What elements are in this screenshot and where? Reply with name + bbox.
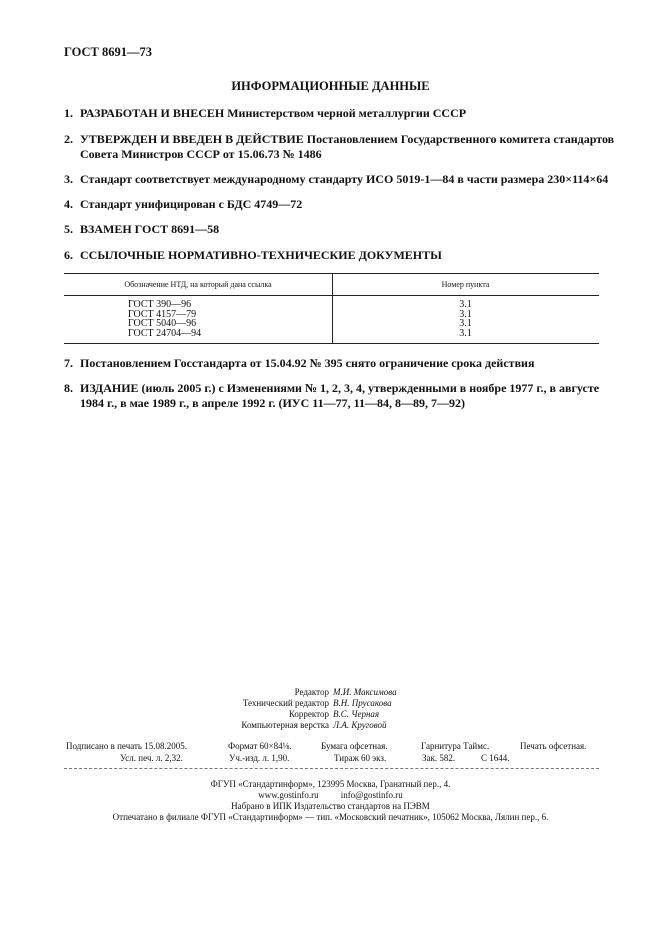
item-text: (июль 2005 г.) с Изменениями № 1, 2, 3, 4, утвержденными в ноябре 1977 г., в августе 1984 г., в мае 1989 г., в апреле 1992 г. (ИУС 11—77, 11—84, 8—89, 7—92) — [80, 381, 600, 410]
spec-c: С 1644. — [481, 753, 510, 763]
spec-signed: Подписано в печать 15.08.2005. — [66, 741, 188, 751]
credit-name: В.Н. Прусакова — [333, 698, 392, 708]
publisher-contacts — [0, 790, 661, 801]
credit-name: Л.А. Круговой — [333, 720, 387, 730]
spec-edsheets: Уч.-изд. л. 1,90. — [229, 753, 290, 763]
editorial-credits — [0, 687, 661, 731]
table-cell-clause: 3.1 — [459, 299, 472, 310]
table-cell-clause: 3.1 — [459, 308, 472, 320]
info-item-6 — [64, 248, 624, 263]
table-cell-document: ГОСТ 5040—96 — [128, 318, 197, 329]
separator-rule — [64, 768, 599, 769]
item-lead: ИЗДАНИЕ — [80, 381, 139, 395]
credit-name: М.И. Максимова — [333, 687, 397, 697]
spec-run: Тираж 60 экз. — [334, 753, 387, 763]
table-cell-document: ГОСТ 4157—79 — [128, 308, 197, 320]
item-lead: ВЗАМЕН ГОСТ 8691—58 — [80, 222, 220, 236]
credit-row — [0, 720, 661, 731]
table-column-clauses — [332, 300, 661, 338]
info-item-8 — [64, 381, 624, 411]
credit-role: Компьютерная верстка — [241, 720, 329, 730]
credit-name: В.С. Черная — [333, 709, 380, 719]
info-item-4 — [64, 197, 624, 212]
table-cell-clause: 3.1 — [459, 327, 472, 339]
item-lead: УТВЕРЖДЕН И ВВЕДЕН В ДЕЙСТВИЕ — [80, 132, 304, 146]
item-number: 1. — [64, 106, 73, 120]
table-column-documents — [128, 300, 201, 338]
table-header-clause: Номер пункта — [441, 280, 490, 289]
item-lead: РАЗРАБОТАН И ВНЕСЕН — [80, 106, 225, 120]
spec-order: Зак. 582. — [422, 753, 456, 763]
publisher-info — [0, 779, 661, 823]
typeset-note: Набрано в ИПК Издательство стандартов на ПЭВМ — [231, 801, 430, 811]
spec-format: Формат 60×84⅛. — [228, 741, 292, 751]
page-title: ИНФОРМАЦИОННЫЕ ДАННЫЕ — [231, 79, 430, 93]
standard-code: ГОСТ 8691—73 — [64, 45, 153, 59]
publisher-site-link[interactable]: www.gostinfo.ru — [258, 790, 319, 800]
info-item-2 — [64, 132, 624, 162]
credit-role: Технический редактор — [242, 698, 329, 708]
credit-row — [0, 709, 661, 720]
info-item-7 — [64, 356, 624, 371]
item-text: Постановлением Государственного комитета стандартов Совета Министров СССР от 15.06.73 № 1486 — [80, 132, 615, 161]
table-bottom-rule — [64, 343, 599, 344]
item-number: 4. — [64, 197, 73, 211]
table-cell-clause: 3.1 — [459, 318, 472, 329]
publisher-address: ФГУП «Стандартинформ», 123995 Москва, Гранатный пер., 4. — [210, 779, 451, 789]
item-text: Стандарт соответствует международному стандарту ИСО 5019-1—84 в части размера 230×114×64 — [80, 172, 609, 186]
info-item-5 — [64, 222, 624, 237]
item-text: Постановлением Госстандарта от 15.04.92 № 395 снято ограничение срока действия — [80, 356, 535, 370]
item-text: Министерством черной металлургии СССР — [224, 106, 467, 120]
print-specs — [66, 740, 606, 764]
table-cell-document: ГОСТ 24704—94 — [128, 327, 202, 339]
credit-role: Корректор — [288, 709, 329, 719]
item-number: 3. — [64, 172, 73, 186]
spec-paper: Бумага офсетная. — [321, 741, 388, 751]
item-lead: ССЫЛОЧНЫЕ НОРМАТИВНО-ТЕХНИЧЕСКИЕ ДОКУМЕНТЫ — [80, 248, 442, 262]
item-number: 2. — [64, 132, 73, 146]
reference-table — [64, 273, 599, 343]
table-cell-document: ГОСТ 390—96 — [128, 299, 192, 310]
spec-typeface: Гарнитура Таймс. — [421, 741, 490, 751]
info-item-1 — [64, 106, 624, 121]
publisher-email-link[interactable]: info@gostinfo.ru — [340, 790, 403, 800]
spec-print: Печать офсетная. — [520, 741, 587, 751]
credit-row — [0, 698, 661, 709]
info-item-3 — [64, 172, 624, 187]
item-number: 8. — [64, 381, 73, 395]
table-header-document: Обозначение НТД, на который дана ссылка — [124, 280, 272, 289]
credit-role: Редактор — [294, 687, 329, 697]
item-number: 5. — [64, 222, 73, 236]
item-number: 6. — [64, 248, 73, 262]
credit-row — [0, 687, 661, 698]
item-number: 7. — [64, 356, 73, 370]
printing-note: Отпечатано в филиале ФГУП «Стандартинформ» — тип. «Московский печатник», 105062 Москва, Лялин пер., 6. — [112, 812, 549, 822]
item-text: Стандарт унифицирован с БДС 4749—72 — [80, 197, 303, 211]
spec-sheets: Усл. печ. л. 2,32. — [120, 753, 183, 763]
